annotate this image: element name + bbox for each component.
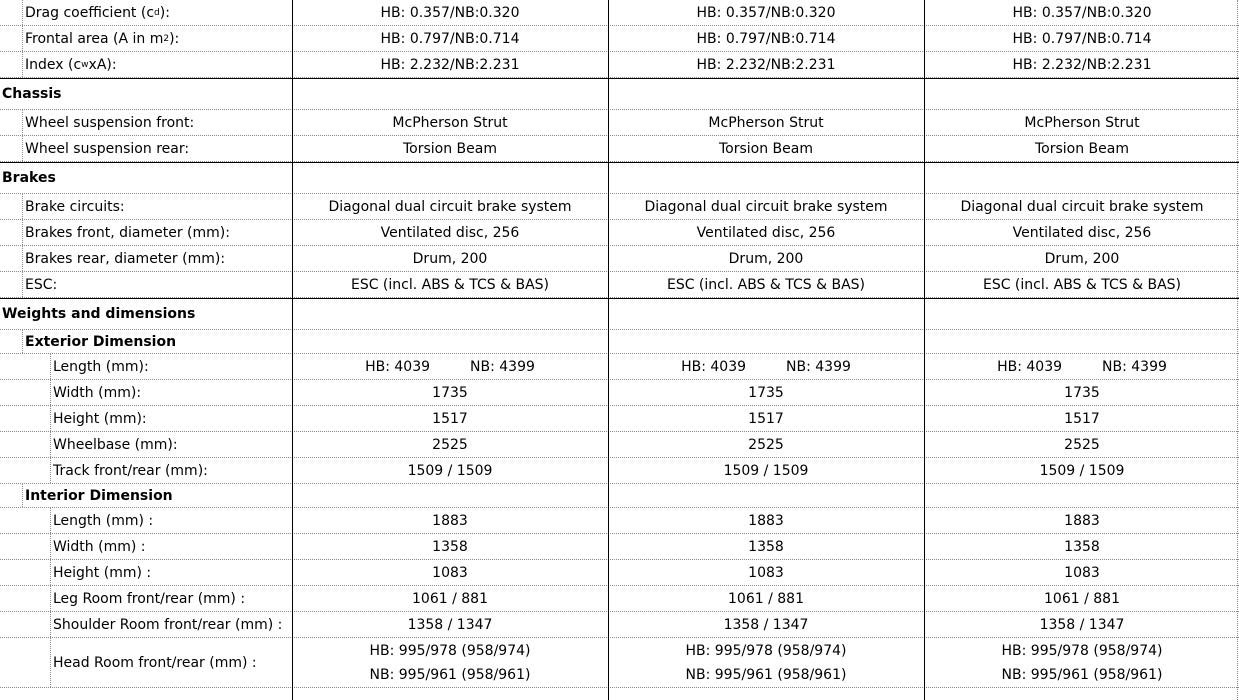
spec-row bbox=[0, 194, 1239, 220]
value-cell: 1358 / 1347 bbox=[723, 616, 809, 633]
spec-row bbox=[0, 638, 1239, 688]
value-cell bbox=[292, 354, 608, 379]
value-cell: Diagonal dual circuit brake system bbox=[644, 198, 888, 215]
spec-row bbox=[0, 380, 1239, 406]
section-title bbox=[0, 163, 292, 193]
row-label-text: Leg Room front/rear (mm) : bbox=[53, 590, 246, 607]
value-cell: Diagonal dual circuit brake system bbox=[960, 198, 1204, 215]
value-cell: HB: 2.232/NB:2.231 bbox=[1012, 56, 1152, 73]
row-label-text: Drag coefficient (c bbox=[25, 4, 155, 21]
value-cell: 1735 bbox=[1064, 384, 1100, 401]
value-cell: ESC (incl. ABS & TCS & BAS) bbox=[982, 276, 1182, 293]
value-cell bbox=[608, 354, 924, 379]
row-label-text: Length (mm): bbox=[53, 358, 149, 375]
value-cell: 2525 bbox=[748, 436, 784, 453]
label-superscript: 2 bbox=[163, 33, 170, 44]
row-label bbox=[22, 110, 292, 135]
spec-row bbox=[0, 534, 1239, 560]
row-label bbox=[50, 432, 292, 457]
row-label bbox=[22, 0, 292, 25]
spec-row bbox=[0, 110, 1239, 136]
row-label bbox=[50, 638, 292, 687]
hb-value: HB: 995/978 (958/974) bbox=[685, 642, 847, 659]
nb-value: NB: 995/961 (958/961) bbox=[369, 666, 531, 683]
nb-value: NB: 4399 bbox=[470, 358, 535, 375]
row-label-text: ESC: bbox=[25, 276, 58, 293]
row-label-text: Brakes rear, diameter (mm): bbox=[25, 250, 226, 267]
value-cell: 1083 bbox=[1064, 564, 1100, 581]
label-tail: ): bbox=[159, 4, 170, 21]
nb-value: NB: 995/961 (958/961) bbox=[685, 666, 847, 683]
row-label bbox=[22, 330, 292, 353]
column-divider bbox=[608, 0, 609, 700]
nb-value: NB: 4399 bbox=[786, 358, 851, 375]
hb-value: HB: 995/978 (958/974) bbox=[369, 642, 531, 659]
label-tail: ): bbox=[169, 30, 180, 47]
value-cell: 1735 bbox=[432, 384, 468, 401]
value-cell: HB: 0.357/NB:0.320 bbox=[696, 4, 836, 21]
value-cell: 1358 bbox=[1064, 538, 1100, 555]
value-cell: 1061 / 881 bbox=[728, 590, 804, 607]
value-cell: Ventilated disc, 256 bbox=[1012, 224, 1152, 241]
spec-row bbox=[0, 432, 1239, 458]
value-cell: HB: 0.797/NB:0.714 bbox=[1012, 30, 1152, 47]
value-cell: Torsion Beam bbox=[1034, 140, 1129, 157]
nb-value: NB: 995/961 (958/961) bbox=[1001, 666, 1163, 683]
row-label-text: Exterior Dimension bbox=[25, 333, 177, 350]
row-label bbox=[22, 52, 292, 77]
section-header-row bbox=[0, 78, 1239, 110]
row-label-text: Length (mm) : bbox=[53, 512, 154, 529]
hb-nb-pair bbox=[365, 359, 535, 375]
section-title bbox=[0, 299, 292, 329]
row-label-text: Chassis bbox=[2, 86, 62, 102]
value-cell: 1517 bbox=[748, 410, 784, 427]
hb-value: HB: 4039 bbox=[997, 358, 1063, 375]
column-divider bbox=[924, 0, 925, 700]
spec-row bbox=[0, 26, 1239, 52]
value-cell: 2525 bbox=[1064, 436, 1100, 453]
value-cell: 1509 / 1509 bbox=[407, 462, 493, 479]
value-cell: Drum, 200 bbox=[1044, 250, 1120, 267]
section-title bbox=[0, 79, 292, 109]
spec-row bbox=[0, 586, 1239, 612]
value-cell: 1083 bbox=[432, 564, 468, 581]
row-label-text: Frontal area (A in m bbox=[25, 30, 164, 47]
row-label-text: Head Room front/rear (mm) : bbox=[53, 654, 257, 671]
column-divider bbox=[292, 0, 293, 700]
spec-row bbox=[0, 458, 1239, 484]
hb-value: HB: 4039 bbox=[681, 358, 747, 375]
row-label bbox=[22, 246, 292, 271]
value-cell: ESC (incl. ABS & TCS & BAS) bbox=[666, 276, 866, 293]
hb-value: HB: 995/978 (958/974) bbox=[1001, 642, 1163, 659]
spec-row bbox=[0, 52, 1239, 78]
spec-row bbox=[0, 484, 1239, 508]
value-cell: 1883 bbox=[1064, 512, 1100, 529]
value-cell: Torsion Beam bbox=[718, 140, 813, 157]
value-cell: 1517 bbox=[432, 410, 468, 427]
nb-value: NB: 4399 bbox=[1102, 358, 1167, 375]
value-cell: 1883 bbox=[432, 512, 468, 529]
value-cell: 2525 bbox=[432, 436, 468, 453]
value-cell: 1358 bbox=[748, 538, 784, 555]
value-cell: 1509 / 1509 bbox=[723, 462, 809, 479]
row-label bbox=[50, 612, 292, 637]
row-label-text: Wheelbase (mm): bbox=[53, 436, 178, 453]
spec-row bbox=[0, 220, 1239, 246]
value-cell bbox=[608, 638, 924, 687]
value-cell: 1517 bbox=[1064, 410, 1100, 427]
row-label bbox=[22, 194, 292, 219]
row-label bbox=[22, 136, 292, 161]
spec-row bbox=[0, 0, 1239, 26]
value-cell: 1061 / 881 bbox=[1044, 590, 1120, 607]
value-cell: Ventilated disc, 256 bbox=[696, 224, 836, 241]
value-cell: ESC (incl. ABS & TCS & BAS) bbox=[350, 276, 550, 293]
value-cell: 1358 / 1347 bbox=[407, 616, 493, 633]
value-cell: Drum, 200 bbox=[412, 250, 488, 267]
row-label-text: Width (mm): bbox=[53, 384, 142, 401]
spec-row bbox=[0, 406, 1239, 432]
spec-row bbox=[0, 246, 1239, 272]
row-label bbox=[50, 458, 292, 483]
value-cell bbox=[292, 638, 608, 687]
row-label-text: Track front/rear (mm): bbox=[53, 462, 208, 479]
value-cell: 1358 / 1347 bbox=[1039, 616, 1125, 633]
spec-row bbox=[0, 136, 1239, 162]
row-label bbox=[22, 484, 292, 507]
value-cell: McPherson Strut bbox=[392, 114, 508, 131]
row-label bbox=[22, 272, 292, 297]
column-divider bbox=[1237, 0, 1238, 700]
row-label-text: Shoulder Room front/rear (mm) : bbox=[53, 616, 283, 633]
row-label-text: Wheel suspension rear: bbox=[25, 140, 190, 157]
value-cell: 1358 bbox=[432, 538, 468, 555]
value-cell: 1735 bbox=[748, 384, 784, 401]
hb-nb-pair bbox=[681, 359, 851, 375]
row-label bbox=[50, 586, 292, 611]
value-cell: McPherson Strut bbox=[708, 114, 824, 131]
row-label-text: Wheel suspension front: bbox=[25, 114, 195, 131]
row-label bbox=[50, 406, 292, 431]
row-label bbox=[50, 534, 292, 559]
value-cell: HB: 2.232/NB:2.231 bbox=[696, 56, 836, 73]
row-label-text: Brake circuits: bbox=[25, 198, 125, 215]
row-label-text: Width (mm) : bbox=[53, 538, 146, 555]
row-label-text: Height (mm): bbox=[53, 410, 147, 427]
value-cell: McPherson Strut bbox=[1024, 114, 1140, 131]
spec-row bbox=[0, 508, 1239, 534]
spec-row bbox=[0, 272, 1239, 298]
value-cell: Torsion Beam bbox=[402, 140, 497, 157]
spec-row bbox=[0, 612, 1239, 638]
value-cell: 1061 / 881 bbox=[412, 590, 488, 607]
spec-row bbox=[0, 330, 1239, 354]
row-label-text: Height (mm) : bbox=[53, 564, 152, 581]
label-subscript: w bbox=[81, 59, 89, 70]
value-cell: HB: 0.797/NB:0.714 bbox=[380, 30, 520, 47]
value-cell: HB: 0.797/NB:0.714 bbox=[696, 30, 836, 47]
value-cell: 1883 bbox=[748, 512, 784, 529]
value-cell: Drum, 200 bbox=[728, 250, 804, 267]
value-cell: Diagonal dual circuit brake system bbox=[328, 198, 572, 215]
value-cell: HB: 0.357/NB:0.320 bbox=[380, 4, 520, 21]
value-cell bbox=[924, 354, 1239, 379]
label-subscript: d bbox=[154, 7, 160, 18]
value-cell: HB: 2.232/NB:2.231 bbox=[380, 56, 520, 73]
spec-row bbox=[0, 354, 1239, 380]
row-label-text: Interior Dimension bbox=[25, 487, 173, 504]
row-label bbox=[50, 508, 292, 533]
row-label-text: Index (c bbox=[25, 56, 82, 73]
row-label-text: Brakes bbox=[2, 170, 56, 186]
value-cell: HB: 0.357/NB:0.320 bbox=[1012, 4, 1152, 21]
row-label bbox=[22, 26, 292, 51]
value-cell bbox=[924, 638, 1239, 687]
row-label-text: Brakes front, diameter (mm): bbox=[25, 224, 230, 241]
row-label bbox=[50, 354, 292, 379]
row-label bbox=[22, 220, 292, 245]
value-cell: 1083 bbox=[748, 564, 784, 581]
row-label-text: Weights and dimensions bbox=[2, 306, 196, 322]
hb-value: HB: 4039 bbox=[365, 358, 431, 375]
spec-row bbox=[0, 560, 1239, 586]
row-label bbox=[50, 380, 292, 405]
section-header-row bbox=[0, 298, 1239, 330]
row-label bbox=[50, 560, 292, 585]
label-tail: xA): bbox=[88, 56, 117, 73]
section-header-row bbox=[0, 162, 1239, 194]
value-cell: 1509 / 1509 bbox=[1039, 462, 1125, 479]
hb-nb-pair bbox=[997, 359, 1167, 375]
value-cell: Ventilated disc, 256 bbox=[380, 224, 520, 241]
